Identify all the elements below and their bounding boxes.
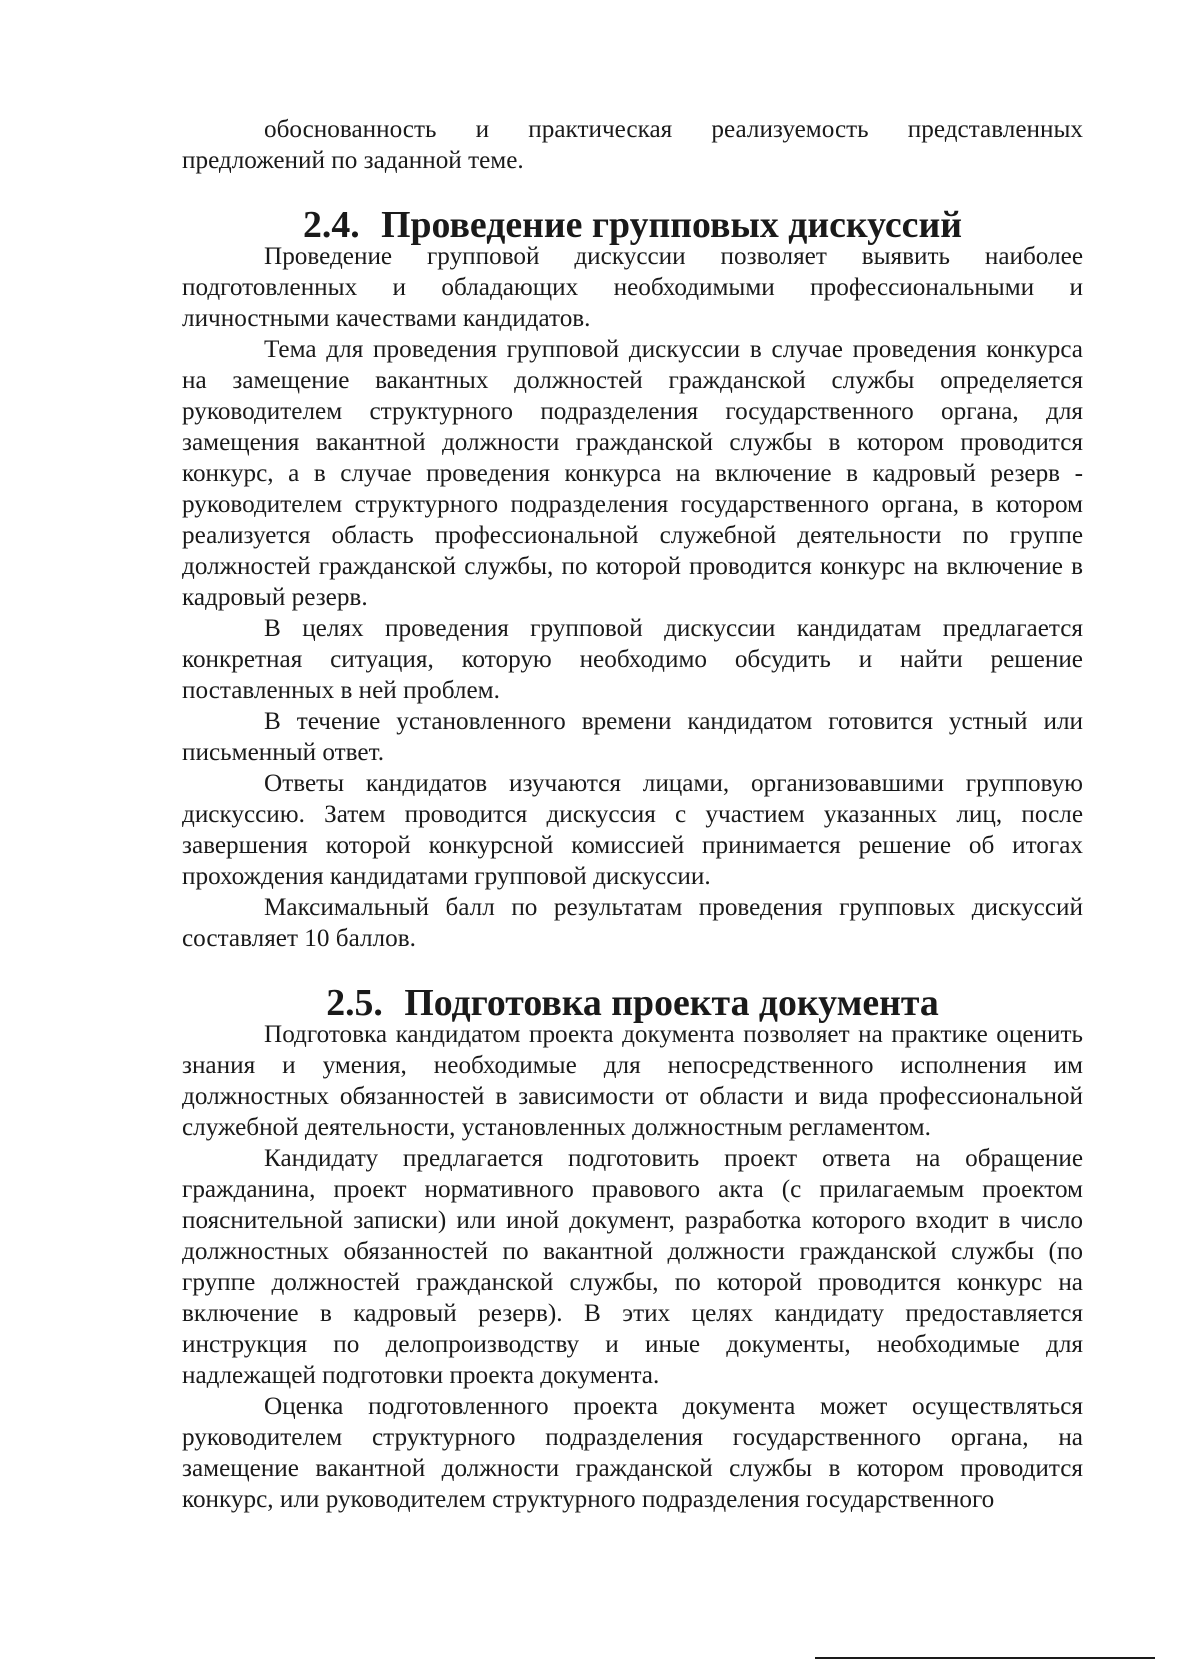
section-heading-2-5 (182, 982, 1083, 1024)
paragraph: Оценка подготовленного проекта документа может осуществляться руководителем структурного подразделения государственного органа, на замещение вакантной должности гражданской службы в котором проводится конкурс, или руководителем структурного подразделения государственного (182, 1393, 1083, 1513)
document-body (182, 114, 1083, 1515)
footer-rule (815, 1657, 1155, 1659)
paragraph: Максимальный балл по результатам проведения групповых дискуссий составляет 10 баллов. (182, 894, 1083, 952)
paragraph: В течение установленного времени кандидатом готовится устный или письменный ответ. (182, 708, 1083, 766)
intro-paragraph: обоснованность и практическая реализуемость представленных предложений по заданной теме. (182, 116, 1083, 174)
section-number: 2.4. (302, 204, 360, 246)
paragraph: Подготовка кандидатом проекта документа позволяет на практике оценить знания и умения, необходимые для непосредственного исполнения им должностных обязанностей в зависимости от области и вида профессиональной служебной деятельности, установленных должностным регламентом. (182, 1021, 1083, 1141)
paragraph: Проведение групповой дискуссии позволяет выявить наиболее подготовленных и обладающих необходимыми профессиональными и личностными качествами кандидатов. (182, 243, 1083, 332)
section-heading-2-4 (182, 204, 1083, 246)
paragraph: Кандидату предлагается подготовить проект ответа на обращение гражданина, проект нормативного правового акта (с прилагаемым проектом пояснительной записки) или иной документ, разработка которого входит в число должностных обязанностей по вакантной должности гражданской службы (по группе должностей гражданской службы, по которой проводится конкурс на включение в кадровый резерв). В этих целях кандидату предоставляется инструкция по делопроизводству и иные документы, необходимые для надлежащей подготовки проекта документа. (182, 1145, 1083, 1389)
paragraph: В целях проведения групповой дискуссии кандидатам предлагается конкретная ситуация, которую необходимо обсудить и найти решение поставленных в ней проблем. (182, 615, 1083, 704)
paragraph: Ответы кандидатов изучаются лицами, организовавшими групповую дискуссию. Затем проводится дискуссия с участием указанных лиц, после завершения которой конкурсной комиссией принимается решение об итогах прохождения кандидатами групповой дискуссии. (182, 770, 1083, 890)
section-title: Подготовка проекта документа (404, 982, 939, 1024)
paragraph: Тема для проведения групповой дискуссии в случае проведения конкурса на замещение вакантных должностей гражданской службы определяется руководителем структурного подразделения государственного органа, для замещения вакантной должности гражданской службы в котором проводится конкурс, а в случае проведения конкурса на включение в кадровый резерв - руководителем структурного подразделения государственного органа, в котором реализуется область профессиональной служебной деятельности по группе должностей гражданской службы, по которой проводится конкурс на включение в кадровый резерв. (182, 336, 1083, 611)
section-number: 2.5. (326, 982, 383, 1024)
section-title: Проведение групповых дискуссий (381, 204, 963, 246)
